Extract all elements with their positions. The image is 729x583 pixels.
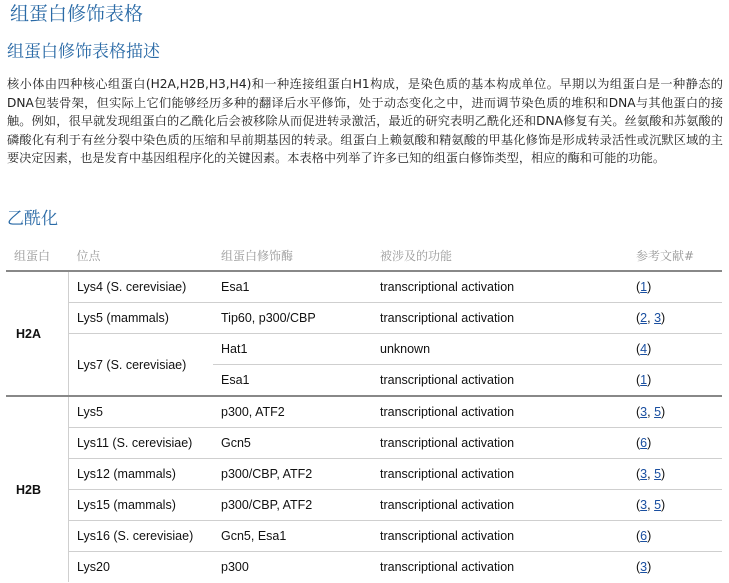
enzyme-cell: Gcn5: [213, 428, 372, 459]
function-cell: transcriptional activation: [372, 271, 636, 303]
enzyme-cell: Esa1: [213, 271, 372, 303]
function-cell: transcriptional activation: [372, 428, 636, 459]
reference-link[interactable]: 6: [640, 529, 648, 543]
header-site: 位点: [76, 248, 101, 263]
table-row: [6, 552, 722, 583]
function-cell: transcriptional activation: [372, 365, 636, 397]
function-cell: transcriptional activation: [372, 396, 636, 428]
reference-link[interactable]: 3: [640, 560, 648, 574]
page-title: 组蛋白修饰表格: [10, 3, 144, 25]
reference-link[interactable]: 3: [640, 498, 648, 512]
table-row: [6, 428, 722, 459]
function-cell: transcriptional activation: [372, 552, 636, 583]
table-row: [6, 490, 722, 521]
enzyme-cell: p300/CBP, ATF2: [213, 490, 372, 521]
site-cell: Lys15 (mammals): [69, 490, 214, 521]
header-function: 被涉及的功能: [380, 248, 453, 263]
enzyme-cell: p300/CBP, ATF2: [213, 459, 372, 490]
reference-link[interactable]: 1: [640, 373, 648, 387]
site-cell: Lys7 (S. cerevisiae): [69, 334, 214, 397]
table-row: [6, 271, 722, 303]
site-cell: Lys20: [69, 552, 214, 583]
histone-modification-table: [6, 240, 722, 582]
description-text: 核小体由四种核心组蛋白(H2A,H2B,H3,H4)和一种连接组蛋白H1构成，是染色质的基本构成单位。早期以为组蛋白是一种静态的DNA包装骨架，但实际上它们能够经历多种的翻译后水平修饰，处于动态变化之中，进而调节染色质的堆积和DNA与其他蛋白的接触。例如，很早就发现组蛋白的乙酰化后会被移除从而促进转录激活，最近的研究表明乙酰化还和DNA修复有关。丝氨酸和苏氨酸的磷酸化有利于有丝分裂中染色质的压缩和早前期基因的转录。组蛋白上赖氨酸和精氨酸的甲基化修饰是形成转录活性或沉默区域的主要决定因素，也是发育中基因组程序化的关键因素。本表格中列举了许多已知的组蛋白修饰类型，相应的酶和可能的功能。: [7, 77, 723, 166]
function-cell: unknown: [372, 334, 636, 365]
table-body: [6, 271, 722, 582]
site-cell: Lys5 (mammals): [69, 303, 214, 334]
reference-link[interactable]: 5: [654, 498, 662, 512]
enzyme-cell: Esa1: [213, 365, 372, 397]
site-cell: Lys16 (S. cerevisiae): [69, 521, 214, 552]
references-cell: (3, 5): [636, 490, 722, 521]
header-references: 参考文献#: [636, 248, 695, 263]
table-row: [6, 396, 722, 428]
table-row: [6, 303, 722, 334]
table-row: [6, 334, 722, 365]
enzyme-cell: Gcn5, Esa1: [213, 521, 372, 552]
references-cell: (3): [636, 552, 722, 583]
histone-cell: H2A: [6, 271, 69, 396]
references-cell: (3, 5): [636, 396, 722, 428]
function-cell: transcriptional activation: [372, 303, 636, 334]
reference-link[interactable]: 4: [640, 342, 648, 356]
histone-cell: H2B: [6, 396, 69, 582]
function-cell: transcriptional activation: [372, 521, 636, 552]
reference-link[interactable]: 5: [654, 467, 662, 481]
reference-link[interactable]: 3: [654, 311, 662, 325]
enzyme-cell: Hat1: [213, 334, 372, 365]
description-title: 组蛋白修饰表格描述: [7, 42, 160, 62]
references-cell: (4): [636, 334, 722, 365]
function-cell: transcriptional activation: [372, 490, 636, 521]
site-cell: Lys12 (mammals): [69, 459, 214, 490]
site-cell: Lys5: [69, 396, 214, 428]
function-cell: transcriptional activation: [372, 459, 636, 490]
enzyme-cell: Tip60, p300/CBP: [213, 303, 372, 334]
reference-link[interactable]: 6: [640, 436, 648, 450]
references-cell: (3, 5): [636, 459, 722, 490]
site-cell: Lys11 (S. cerevisiae): [69, 428, 214, 459]
references-cell: (6): [636, 428, 722, 459]
reference-link[interactable]: 3: [640, 405, 648, 419]
acetylation-section-title: 乙酰化: [7, 209, 58, 229]
header-histone: 组蛋白: [14, 248, 51, 263]
table-header-row: [6, 240, 722, 271]
enzyme-cell: p300: [213, 552, 372, 583]
references-cell: (1): [636, 271, 722, 303]
reference-link[interactable]: 2: [640, 311, 648, 325]
table-row: [6, 459, 722, 490]
reference-link[interactable]: 5: [654, 405, 662, 419]
enzyme-cell: p300, ATF2: [213, 396, 372, 428]
site-cell: Lys4 (S. cerevisiae): [69, 271, 214, 303]
header-enzyme: 组蛋白修饰酶: [221, 248, 294, 263]
table-row: [6, 521, 722, 552]
reference-link[interactable]: 1: [640, 280, 648, 294]
references-cell: (6): [636, 521, 722, 552]
reference-link[interactable]: 3: [640, 467, 648, 481]
references-cell: (1): [636, 365, 722, 397]
references-cell: (2, 3): [636, 303, 722, 334]
